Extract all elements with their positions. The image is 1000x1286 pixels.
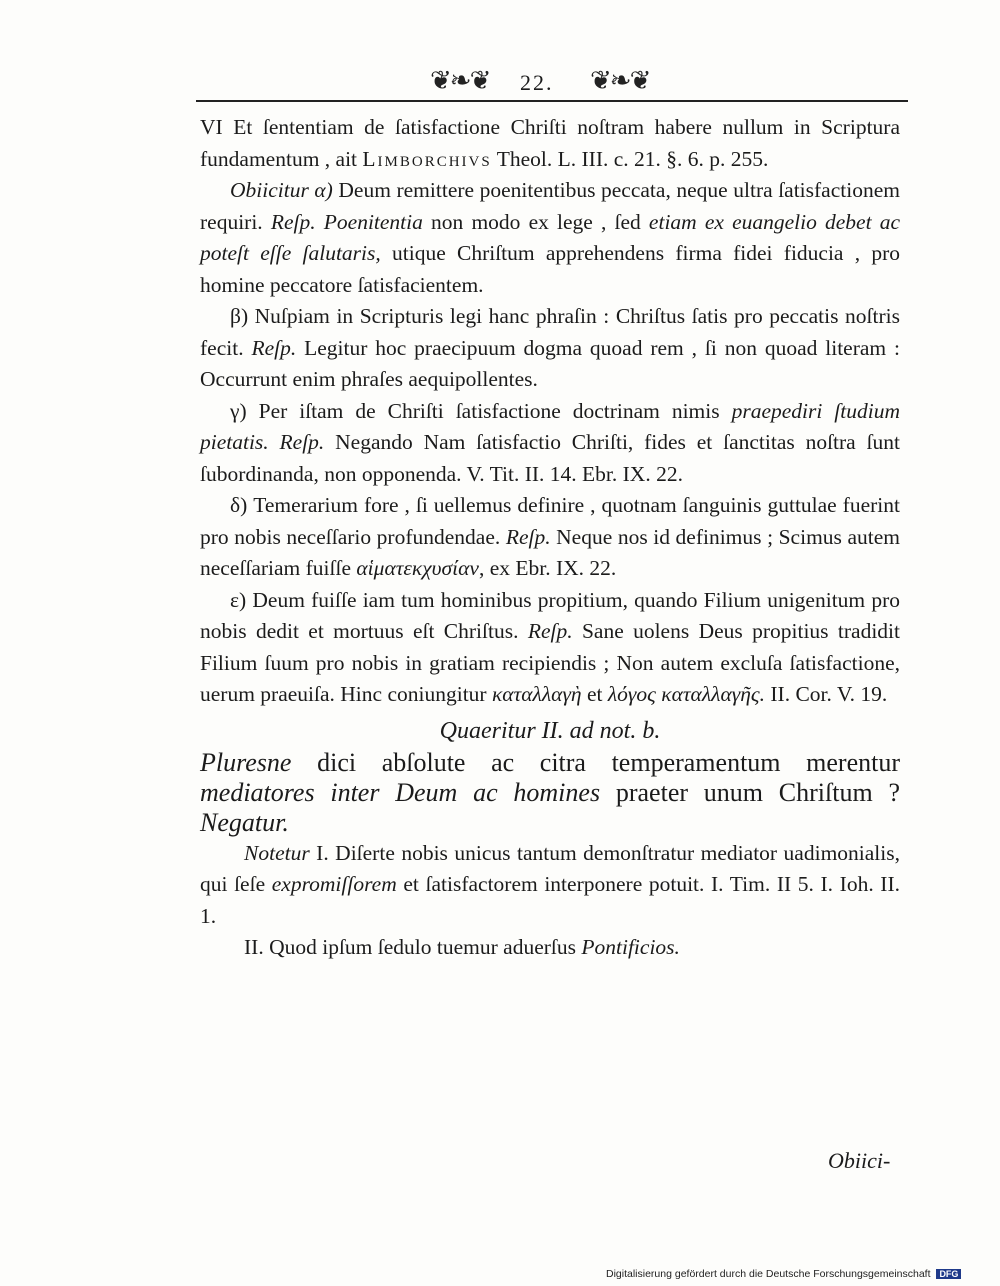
text-run: Theol. L. III. c. 21. §. 6. p. 255. <box>491 146 769 171</box>
text-run: etiam ex euangelio debet ac poteſt eſſe ſalutaris, <box>200 209 901 265</box>
text-run: VI Et ſententiam de ſatisfactione Chriſti noſtram habere nullum in Scriptura fundamentum , ait <box>200 115 900 171</box>
note-p-note2 <box>200 932 900 964</box>
text-run: Obiicitur α) <box>230 178 333 202</box>
text-run: II. Quod ipſum ſedulo tuemur aduerſus <box>244 935 582 959</box>
page-body <box>200 112 900 964</box>
page-header <box>0 62 1000 102</box>
text-run <box>269 430 280 454</box>
text-run: Neque nos id definimus ; Scimus autem neceſſariam fuiſſe <box>200 524 901 580</box>
text-run: dici abſolute ac citra temperamentum merentur <box>291 747 900 777</box>
text-run: Negatur. <box>200 807 289 837</box>
paragraph-p-alpha <box>200 175 900 301</box>
text-run: Reſp. <box>527 619 573 643</box>
text-run: et <box>581 682 608 706</box>
question-text <box>200 748 900 838</box>
text-run: , ex Ebr. IX. 22. <box>478 556 617 580</box>
notes-group <box>200 838 900 964</box>
text-run: praepediri ſtudium pietatis. <box>200 398 900 454</box>
text-run: β) Nuſpiam in Scripturis legi hanc phraſin : Chriſtus ſatis pro peccatis noſtris fecit. <box>200 304 900 360</box>
paragraph-p-beta <box>200 301 900 396</box>
ornament-right: ❦❧❦ <box>590 66 650 95</box>
text-run: utique Chriſtum apprehendens firma fidei fiducia , pro homine peccatore ſatisfacientem. <box>200 241 901 297</box>
paragraph-p-vi <box>200 112 900 175</box>
paragraph-p-gamma <box>200 396 900 491</box>
text-run: Notetur <box>244 840 310 865</box>
text-run: Reſp. <box>251 335 297 360</box>
dfg-logo: DFG <box>936 1269 961 1279</box>
paragraph-p-epsilon <box>200 585 900 711</box>
header-rule <box>196 100 908 102</box>
text-run: Reſp. <box>279 430 325 454</box>
text-run: I. Diſerte nobis unicus tantum demonſtratur mediator uadimonialis, qui ſeſe <box>200 840 900 896</box>
credit-text: Digitalisierung gefördert durch die Deutsche Forschungsgemeinschaft <box>606 1268 931 1280</box>
text-run: Pontificios. <box>581 935 680 959</box>
text-run: Reſp. <box>505 524 551 549</box>
text-run: non modo ex lege , ſed <box>422 209 649 234</box>
text-run: II. Cor. V. 19. <box>765 682 888 706</box>
paragraph-p-delta <box>200 490 900 585</box>
text-run: et ſatisfactorem interponere potuit. I. Tim. II 5. I. Ioh. II. 1. <box>200 872 901 928</box>
text-run: γ) Per iſtam de Chriſti ſatisfactione doctrinam nimis <box>230 398 732 423</box>
text-run: expromiſſorem <box>271 872 397 896</box>
note-p-note1 <box>200 838 900 933</box>
text-run: Negando Nam ſatisfactio Chriſti, fides et ſanctitas noſtra ſunt ſubordinanda, non opponenda. V. Tit. II. 14. Ebr. IX. 22. <box>200 430 900 486</box>
text-run: αἱματεκχυσίαν <box>356 556 479 580</box>
ornament-left: ❦❧❦ <box>430 66 490 95</box>
text-run: Reſp. Poenitentia <box>270 209 423 234</box>
text-run: Pluresne <box>200 747 292 777</box>
text-run: mediatores inter Deum ac homines <box>200 777 601 807</box>
digitization-credit <box>606 1268 961 1280</box>
question-heading: Quaeritur II. ad not. b. <box>439 717 661 744</box>
text-run: praeter unum Chriſtum ? <box>600 777 900 807</box>
text-run: ε) Deum fuiſſe iam tum hominibus propitium, quando Filium unigenitum pro nobis dedit et mortuus eſt Chriſtus. <box>200 587 900 643</box>
paragraph-group <box>200 112 900 711</box>
text-run: Legitur hoc praecipuum dogma quoad rem , ſi non quoad literam : Occurrunt enim phraſes aequipollentes. <box>200 335 900 391</box>
text-run: δ) Temerarium fore , ſi uellemus definire , quotnam ſanguinis guttulae fuerint pro nobis neceſſario profundendae. <box>200 493 900 549</box>
text-run: λόγος καταλλαγῆς. <box>607 682 765 706</box>
text-run: Deum remittere poenitentibus peccata, neque ultra ſatisfactionem requiri. <box>200 178 900 234</box>
text-run: Sane uolens Deus propitius tradidit Filium ſuum pro nobis in gratiam recipiendis ; Non autem excluſa ſatisfactione, uerum praeuiſa. Hinc coniungitur <box>200 619 900 706</box>
text-run: καταλλαγὴ <box>491 682 582 706</box>
text-run: Limborchivs <box>362 146 492 171</box>
page-number: 22. <box>520 70 554 95</box>
catchword: Obiici- <box>828 1148 891 1173</box>
